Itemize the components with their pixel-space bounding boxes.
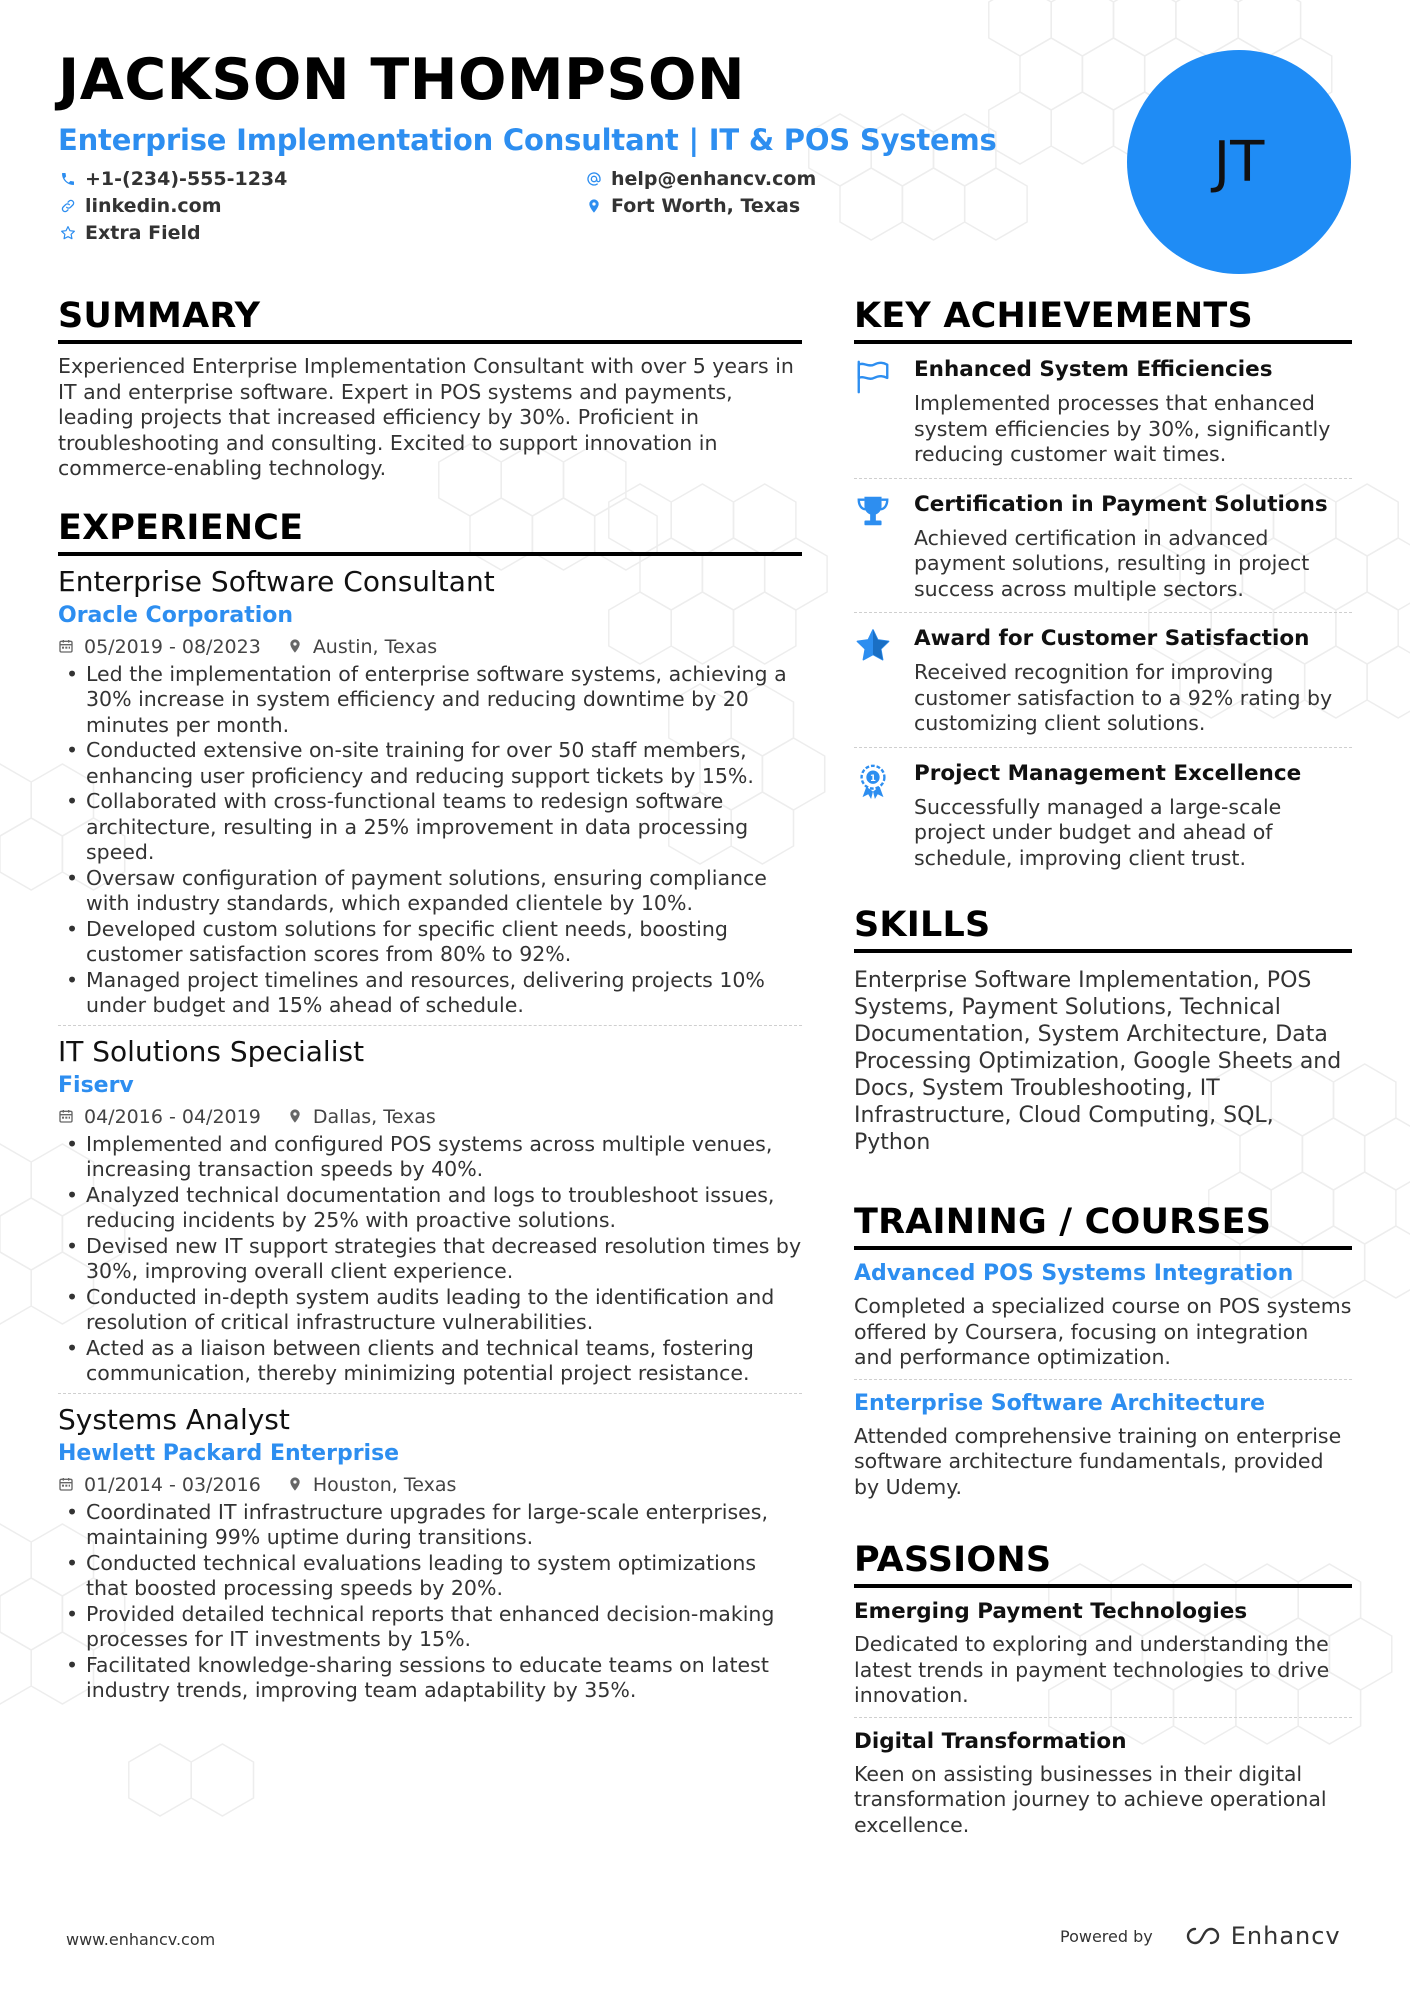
job-company: Oracle Corporation bbox=[58, 602, 294, 628]
background-hexagon bbox=[1365, 1226, 1410, 1298]
link-icon bbox=[58, 196, 78, 216]
job-bullet: • Led the implementation of enterprise software systems, achieving a 30% increase in system efficiency and reducing downtime by 20 minutes per month. bbox=[58, 662, 802, 739]
course-item bbox=[854, 1250, 1352, 1380]
job-company: Fiserv bbox=[58, 1072, 134, 1098]
training-section bbox=[854, 1200, 1352, 1508]
job-location: Dallas, Texas bbox=[312, 1105, 436, 1128]
enhancv-logo-icon bbox=[1179, 1923, 1225, 1949]
resume-header bbox=[58, 48, 1078, 246]
job-bullets bbox=[58, 1500, 802, 1704]
job-bullet: • Managed project timelines and resources, delivering projects 10% under budget and 15% ahead of schedule. bbox=[58, 968, 802, 1019]
achievement-title: Award for Customer Satisfaction bbox=[914, 626, 1310, 651]
skills-list: Enterprise Software Implementation, POS Systems, Payment Solutions, Technical Documentation, System Architecture, Data Processing Optimization, Google Sheets and Docs, System Troubleshooting, IT Infrastructure, Cloud Computing, SQL, Python bbox=[854, 968, 1342, 1155]
background-hexagon bbox=[0, 764, 31, 836]
at-icon bbox=[584, 169, 604, 189]
course-description: Completed a specialized course on POS systems offered by Coursera, focusing on integration and performance optimization. bbox=[854, 1294, 1352, 1369]
email-contact[interactable] bbox=[584, 166, 816, 192]
achievement-item bbox=[854, 344, 1352, 479]
svg-text:1: 1 bbox=[870, 773, 876, 784]
star-icon bbox=[854, 625, 914, 737]
achievements-section bbox=[854, 294, 1352, 881]
medal-icon bbox=[854, 760, 914, 872]
candidate-headline: Enterprise Implementation Consultant | IT & POS Systems bbox=[58, 123, 997, 157]
achievement-item bbox=[854, 613, 1352, 748]
job-bullets bbox=[58, 662, 802, 1019]
course-item bbox=[854, 1380, 1352, 1509]
background-hexagon bbox=[1365, 1118, 1410, 1190]
location-pin-icon bbox=[287, 638, 305, 656]
job-bullet: • Collaborated with cross-functional teams to redesign software architecture, resulting in a 25% improvement in data processing speed. bbox=[58, 789, 802, 866]
background-hexagon bbox=[0, 1252, 31, 1324]
job-dates: 04/2016 - 04/2019 bbox=[84, 1105, 261, 1128]
job-title: Systems Analyst bbox=[58, 1402, 290, 1436]
phone-text: +1-(234)-555-1234 bbox=[85, 168, 288, 190]
achievement-description: Received recognition for improving customer satisfaction to a 92% rating by customizing client solutions. bbox=[914, 660, 1333, 735]
background-hexagon bbox=[129, 1744, 191, 1816]
extra-field-contact bbox=[58, 220, 201, 246]
footer-branding bbox=[1060, 1922, 1341, 1950]
extra-field-text: Extra Field bbox=[85, 222, 201, 244]
course-title: Advanced POS Systems Integration bbox=[854, 1261, 1294, 1286]
location-pin-icon bbox=[584, 196, 604, 216]
course-title: Enterprise Software Architecture bbox=[854, 1390, 1265, 1416]
passion-item bbox=[854, 1718, 1352, 1847]
job-entry bbox=[58, 1402, 802, 1704]
achievement-title: Project Management Excellence bbox=[914, 760, 1302, 786]
job-bullet: • Acted as a liaison between clients and technical teams, fostering communication, thereby minimizing potential project resistance. bbox=[58, 1336, 802, 1387]
passion-title: Digital Transformation bbox=[854, 1728, 1127, 1754]
achievement-item bbox=[854, 748, 1352, 882]
background-hexagon bbox=[1114, 0, 1176, 56]
background-hexagon bbox=[0, 1632, 31, 1704]
enhancv-logo[interactable] bbox=[1179, 1922, 1341, 1950]
experience-section bbox=[58, 506, 802, 1704]
phone-contact[interactable] bbox=[58, 166, 287, 192]
location-contact bbox=[584, 193, 800, 219]
job-title: IT Solutions Specialist bbox=[58, 1034, 365, 1068]
background-hexagon bbox=[0, 1144, 31, 1216]
passions-heading: PASSIONS bbox=[854, 1538, 1352, 1588]
job-bullet: • Devised new IT support strategies that decreased resolution times by 30%, improving overall client experience. bbox=[58, 1234, 802, 1285]
skills-section bbox=[854, 903, 1352, 1156]
calendar-icon bbox=[58, 638, 76, 656]
calendar-icon bbox=[58, 1108, 76, 1126]
passion-description: Keen on assisting businesses in their digital transformation journey to achieve operational excellence. bbox=[854, 1761, 1327, 1837]
linkedin-text: linkedin.com bbox=[85, 195, 222, 217]
enhancv-logo-text: Enhancv bbox=[1230, 1922, 1341, 1950]
passion-item bbox=[854, 1588, 1352, 1718]
job-bullet: • Conducted technical evaluations leading to system optimizations that boosted processing speeds by 20%. bbox=[58, 1551, 802, 1602]
achievement-title: Enhanced System Efficiencies bbox=[914, 357, 1273, 382]
passion-title: Emerging Payment Technologies bbox=[854, 1599, 1248, 1624]
job-meta bbox=[58, 634, 802, 660]
achievement-title: Certification in Payment Solutions bbox=[914, 491, 1328, 517]
course-description: Attended comprehensive training on enterprise software architecture fundamentals, provided by Udemy. bbox=[854, 1423, 1342, 1499]
job-title: Enterprise Software Consultant bbox=[58, 564, 495, 598]
avatar-initials: JT bbox=[1213, 129, 1265, 195]
background-hexagon bbox=[1238, 0, 1300, 56]
right-column bbox=[854, 294, 1352, 1846]
job-location: Austin, Texas bbox=[312, 635, 438, 658]
background-hexagon bbox=[1367, 538, 1410, 610]
job-bullets bbox=[58, 1132, 802, 1387]
background-hexagon bbox=[191, 1744, 253, 1816]
location-text: Fort Worth, Texas bbox=[611, 195, 801, 217]
job-company: Hewlett Packard Enterprise bbox=[58, 1440, 400, 1466]
location-pin-icon bbox=[287, 1108, 305, 1126]
avatar bbox=[1127, 50, 1351, 274]
trophy-icon bbox=[854, 491, 914, 603]
summary-text: Experienced Enterprise Implementation Consultant with over 5 years in IT and enterprise software. Expert in POS systems and payments, leading projects that increased efficiency by 30%. Proficient in troubleshooting and consulting. Excited to support innovation in commerce-enabling technology. bbox=[58, 354, 794, 480]
job-location: Houston, Texas bbox=[312, 1473, 457, 1496]
powered-by-label: Powered by bbox=[1060, 1926, 1153, 1946]
summary-heading: SUMMARY bbox=[58, 294, 802, 344]
background-hexagon bbox=[1176, 0, 1238, 56]
phone-icon bbox=[58, 169, 78, 189]
summary-section bbox=[58, 294, 802, 482]
background-hexagon bbox=[1367, 646, 1410, 718]
achievement-description: Successfully managed a large-scale project under budget and ahead of schedule, improving client trust. bbox=[914, 794, 1282, 870]
achievement-description: Implemented processes that enhanced system efficiencies by 30%, significantly reducing customer wait times. bbox=[914, 391, 1331, 466]
passion-description: Dedicated to exploring and understanding the latest trends in payment technologies to drive innovation. bbox=[854, 1632, 1330, 1707]
job-bullet: • Coordinated IT infrastructure upgrades for large-scale enterprises, maintaining 99% uptime during transitions. bbox=[58, 1500, 802, 1551]
experience-heading: EXPERIENCE bbox=[58, 506, 802, 556]
footer-website[interactable]: www.enhancv.com bbox=[66, 1930, 216, 1949]
star-outline-icon bbox=[58, 223, 78, 243]
job-meta bbox=[58, 1104, 802, 1130]
background-hexagon bbox=[0, 1578, 62, 1650]
job-dates: 01/2014 - 03/2016 bbox=[84, 1473, 261, 1496]
job-dates: 05/2019 - 08/2023 bbox=[84, 635, 261, 658]
job-bullet: • Conducted extensive on-site training for over 50 staff members, enhancing user proficiency and reducing support tickets by 15%. bbox=[58, 738, 802, 789]
contact-info bbox=[58, 164, 1078, 246]
job-bullet: • Facilitated knowledge-sharing sessions to educate teams on latest industry trends, improving team adaptability by 35%. bbox=[58, 1653, 802, 1704]
achievement-item bbox=[854, 479, 1352, 614]
flag-icon bbox=[854, 356, 914, 468]
background-hexagon bbox=[0, 1198, 62, 1270]
achievement-description: Achieved certification in advanced payment solutions, resulting in project success across multiple sectors. bbox=[914, 525, 1310, 601]
training-heading: TRAINING / COURSES bbox=[854, 1200, 1352, 1250]
job-entry bbox=[58, 1034, 802, 1394]
job-bullet: • Developed custom solutions for specific client needs, boosting customer satisfaction scores from 80% to 92%. bbox=[58, 917, 802, 968]
calendar-icon bbox=[58, 1476, 76, 1494]
job-meta bbox=[58, 1472, 802, 1498]
background-hexagon bbox=[0, 818, 62, 890]
background-hexagon bbox=[1082, 38, 1144, 110]
linkedin-contact[interactable] bbox=[58, 193, 222, 219]
job-bullet: • Conducted in-depth system audits leading to the identification and resolution of critical infrastructure vulnerabilities. bbox=[58, 1285, 802, 1336]
left-column bbox=[58, 294, 802, 1704]
job-entry bbox=[58, 564, 802, 1026]
location-pin-icon bbox=[287, 1476, 305, 1494]
job-bullet: • Oversaw configuration of payment solutions, ensuring compliance with industry standards, which expanded clientele by 10%. bbox=[58, 866, 802, 917]
passions-section bbox=[854, 1538, 1352, 1846]
job-bullet: • Analyzed technical documentation and logs to troubleshoot issues, reducing incidents by 25% with proactive solutions. bbox=[58, 1183, 802, 1234]
achievements-heading: KEY ACHIEVEMENTS bbox=[854, 294, 1352, 344]
background-hexagon bbox=[0, 1524, 31, 1596]
job-bullet: • Provided detailed technical reports that enhanced decision-making processes for IT investments by 15%. bbox=[58, 1602, 802, 1653]
skills-heading: SKILLS bbox=[854, 903, 1352, 953]
email-text: help@enhancv.com bbox=[611, 168, 817, 190]
candidate-name: JACKSON THOMPSON bbox=[58, 47, 746, 113]
job-bullet: • Implemented and configured POS systems across multiple venues, increasing transaction speeds by 40%. bbox=[58, 1132, 802, 1183]
